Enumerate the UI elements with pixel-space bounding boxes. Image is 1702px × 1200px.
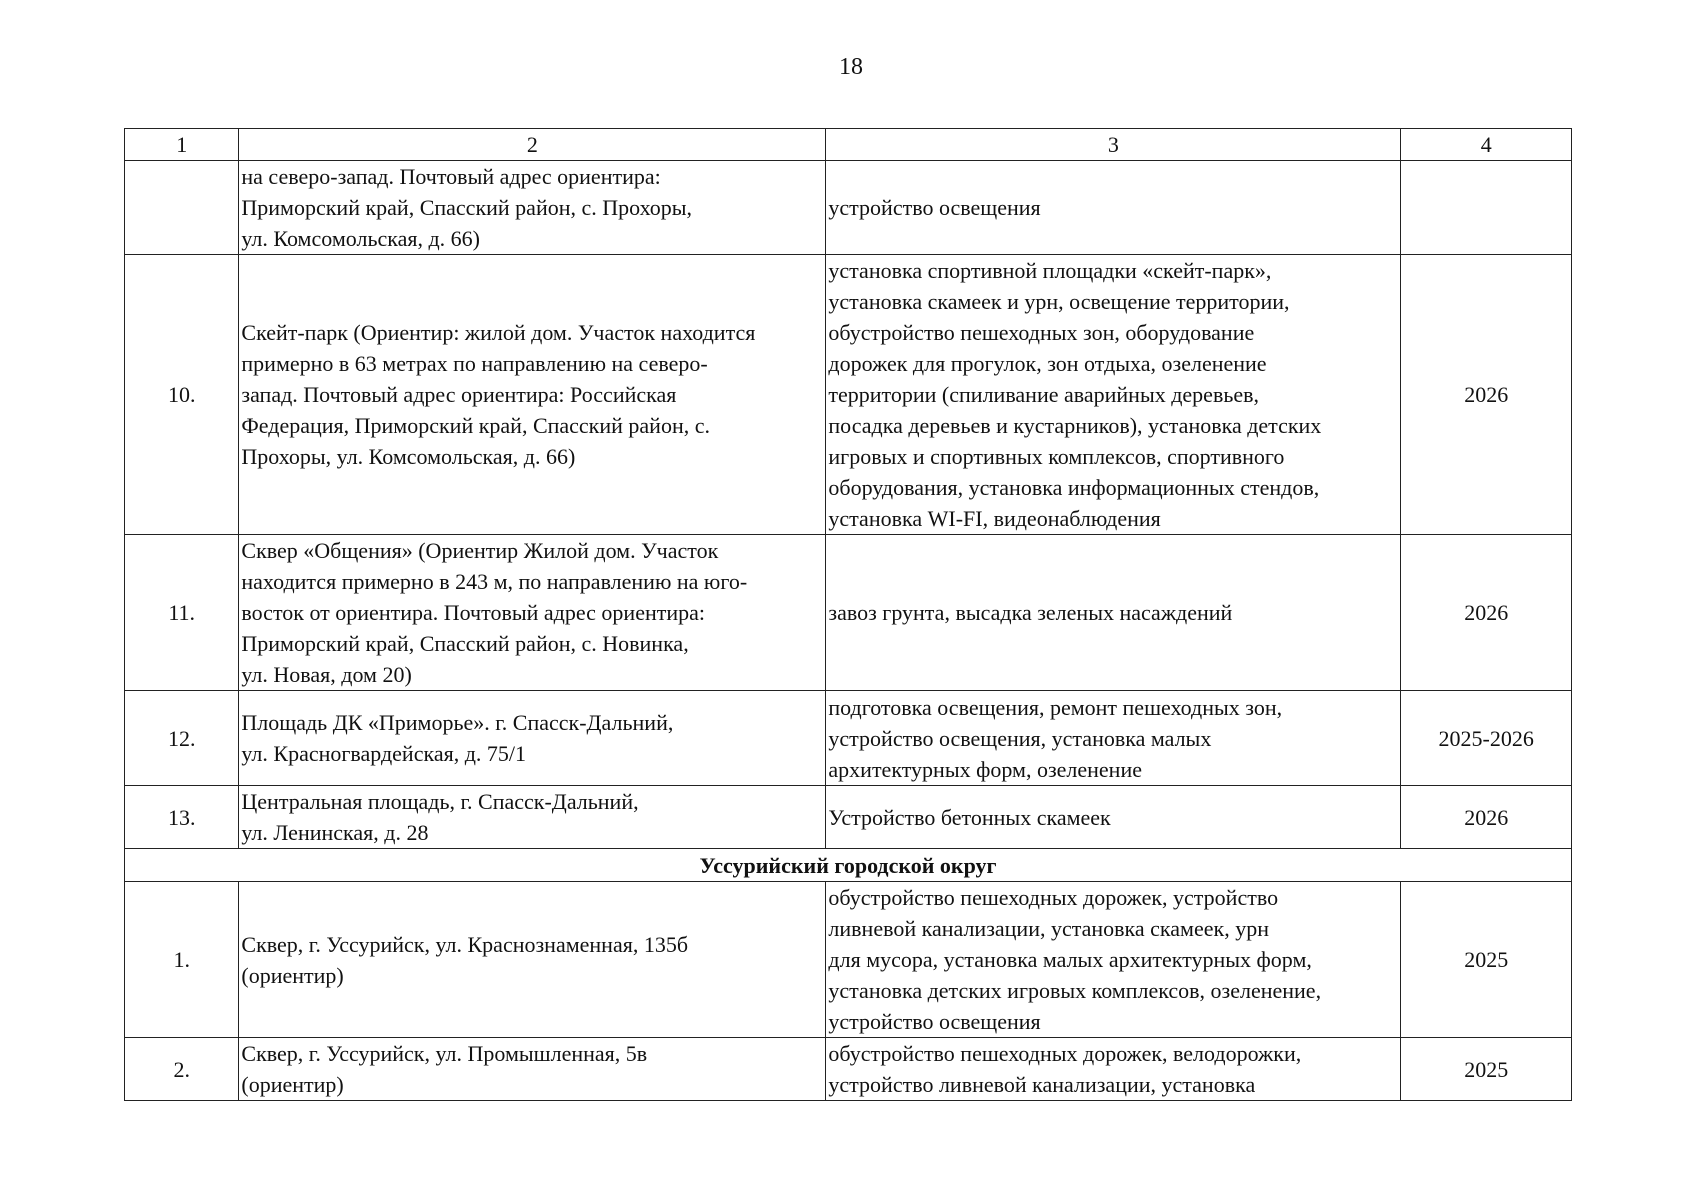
object-description	[239, 161, 826, 255]
row-number: 10.	[125, 255, 239, 535]
works-text: завоз грунта, высадка зеленых насаждений	[828, 600, 1233, 625]
works-text: обустройство пешеходных дорожек, устройство ливневой канализации, установка скамеек, урн для мусора, установка малых архитектурных форм, установка детских игровых комплексов, озеленение, устройство освещения	[828, 885, 1322, 1034]
works-description	[826, 161, 1401, 255]
implementation-year: 2026	[1401, 255, 1572, 535]
works-description	[826, 535, 1401, 691]
header-col-2: 2	[239, 129, 826, 161]
works-text: установка спортивной площадки «скейт-парк», установка скамеек и урн, освещение территории, обустройство пешеходных зон, оборудование дорожек для прогулок, зон отдыха, озеленение территории (спиливание аварийных деревьев, посадка деревьев и кустарников), установка детских игровых и спортивных комплексов, спортивного оборудования, установка информационных стендов, установка WI-FI, видеонаблюдения	[828, 258, 1322, 531]
object-description	[239, 1038, 826, 1101]
table-row	[125, 161, 1572, 255]
object-text: Сквер, г. Уссурийск, ул. Краснознаменная, 135б (ориентир)	[241, 931, 689, 988]
header-col-3: 3	[826, 129, 1401, 161]
table-row	[125, 535, 1572, 691]
object-text: Скейт-парк (Ориентир: жилой дом. Участок находится примерно в 63 метрах по направлению на северо- запад. Почтовый адрес ориентира: Российская Федерация, Приморский край, Спасский район, с. Прохоры, ул. Комсомольская, д. 66)	[241, 320, 756, 469]
row-number: 2.	[125, 1038, 239, 1101]
section-header-row	[125, 849, 1572, 882]
object-description	[239, 255, 826, 535]
table-row	[125, 691, 1572, 786]
implementation-year: 2026	[1401, 786, 1572, 849]
implementation-year: 2025	[1401, 882, 1572, 1038]
object-text: на северо-запад. Почтовый адрес ориентира: Приморский край, Спасский район, с. Прохоры, ул. Комсомольская, д. 66)	[241, 164, 693, 251]
header-col-1: 1	[125, 129, 239, 161]
works-text: Устройство бетонных скамеек	[828, 804, 1111, 830]
row-number: 13.	[125, 786, 239, 849]
section-title: Уссурийский городской округ	[125, 849, 1572, 882]
object-text: Сквер, г. Уссурийск, ул. Промышленная, 5в (ориентир)	[241, 1041, 648, 1097]
improvement-table	[124, 128, 1572, 1101]
implementation-year: 2026	[1401, 535, 1572, 691]
implementation-year: 2025-2026	[1401, 691, 1572, 786]
object-description	[239, 535, 826, 691]
row-number: 1.	[125, 882, 239, 1038]
row-number	[125, 161, 239, 255]
table-row	[125, 786, 1572, 849]
works-description	[826, 1038, 1401, 1101]
works-description	[826, 691, 1401, 786]
table-header-row	[125, 129, 1572, 161]
object-text: Площадь ДК «Приморье». г. Спасск-Дальний, ул. Красногвардейская, д. 75/1	[241, 710, 674, 766]
works-text: подготовка освещения, ремонт пешеходных зон, устройство освещения, установка малых архитектурных форм, озеленение	[828, 694, 1283, 782]
works-description	[826, 882, 1401, 1038]
implementation-year: 2025	[1401, 1038, 1572, 1101]
object-description	[239, 691, 826, 786]
object-description	[239, 786, 826, 849]
page-number: 18	[839, 54, 863, 80]
object-text: Сквер «Общения» (Ориентир Жилой дом. Участок находится примерно в 243 м, по направлению на юго- восток от ориентира. Почтовый адрес ориентира: Приморский край, Спасский район, с. Новинка, ул. Новая, дом 20)	[241, 538, 748, 687]
works-text: обустройство пешеходных дорожек, велодорожки, устройство ливневой канализации, установка	[828, 1041, 1302, 1097]
table-row	[125, 1038, 1572, 1101]
table-row	[125, 255, 1572, 535]
object-description	[239, 882, 826, 1038]
header-col-4: 4	[1401, 129, 1572, 161]
works-description	[826, 255, 1401, 535]
row-number: 11.	[125, 535, 239, 691]
works-text: устройство освещения	[828, 195, 1041, 220]
implementation-year	[1401, 161, 1572, 255]
object-text: Центральная площадь, г. Спасск-Дальний, ул. Ленинская, д. 28	[241, 789, 639, 845]
row-number: 12.	[125, 691, 239, 786]
works-description	[826, 786, 1401, 849]
table-row	[125, 882, 1572, 1038]
